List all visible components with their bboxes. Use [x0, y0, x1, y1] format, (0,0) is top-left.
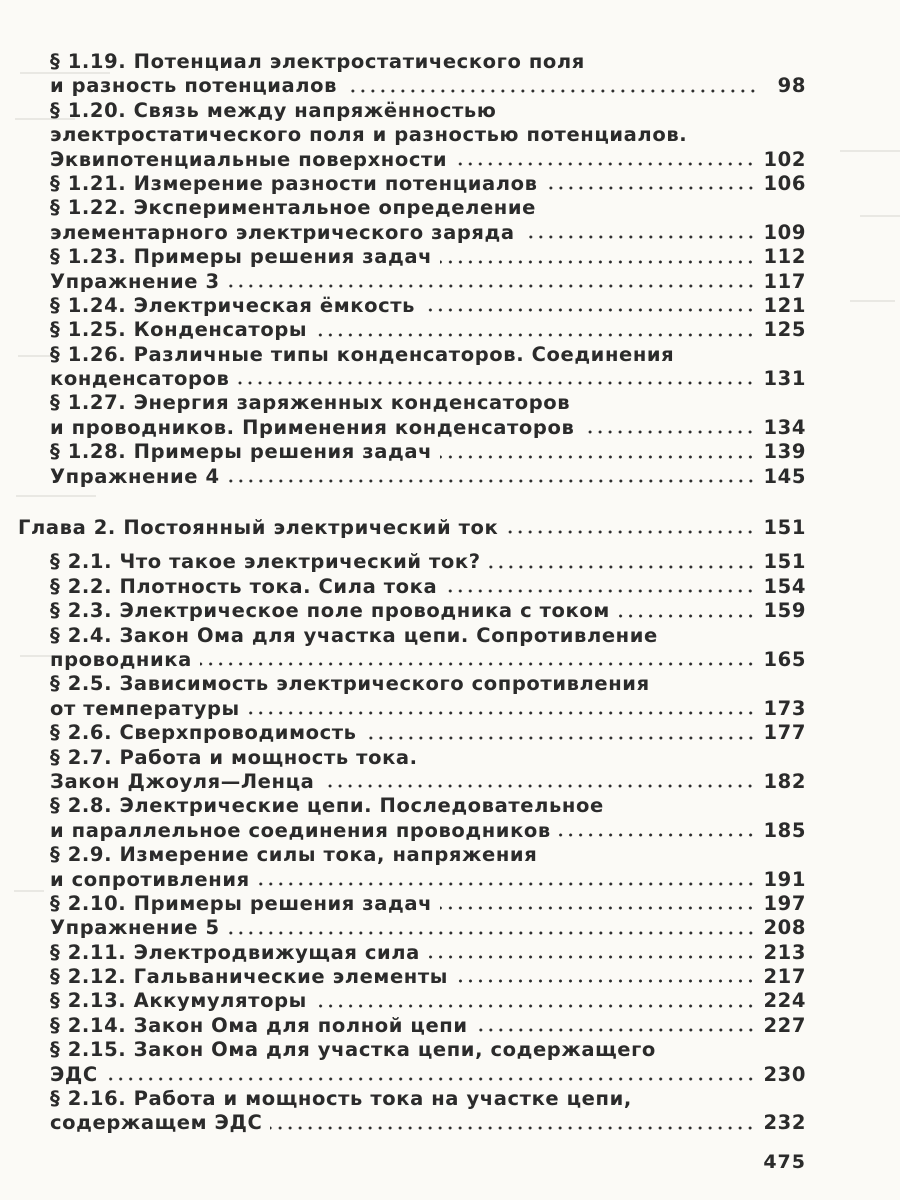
toc-entry	[0, 1087, 900, 1136]
toc-entry	[0, 794, 900, 843]
dot-leader	[506, 529, 755, 535]
toc-entry	[0, 270, 900, 294]
dot-leader	[228, 283, 756, 289]
dot-leader	[440, 454, 755, 460]
dot-leader	[489, 564, 756, 570]
dot-leader	[315, 332, 755, 338]
toc-line-text: § 1.22. Экспериментальное определение	[50, 196, 536, 220]
toc-line-text: § 1.26. Различные типы конденсаторов. Соединения	[50, 342, 675, 366]
toc-page-number: 98	[777, 74, 806, 98]
toc-line-text: § 2.2. Плотность тока. Сила тока	[50, 574, 438, 598]
toc-page-number: 173	[763, 696, 806, 720]
dot-leader	[546, 185, 756, 191]
toc-page-number: 112	[763, 245, 806, 269]
toc-page-number: 139	[763, 440, 806, 464]
toc-line-text: § 2.9. Измерение силы тока, напряжения	[50, 843, 538, 867]
toc-page-number: 232	[763, 1111, 806, 1135]
toc-chapter	[0, 516, 900, 540]
toc-entry	[0, 746, 900, 795]
toc-line	[50, 599, 806, 623]
toc-line	[50, 123, 806, 147]
dot-leader	[345, 88, 758, 94]
toc-line-text: § 2.7. Работа и мощность тока.	[50, 745, 418, 769]
toc-entry	[0, 624, 900, 673]
toc-line-text: Упражнение 4	[50, 464, 220, 488]
toc-line	[50, 1038, 806, 1062]
dot-leader	[428, 954, 756, 960]
toc-line-text: § 2.4. Закон Ома для участка цепи. Сопротивление	[50, 623, 658, 647]
toc-entry	[0, 989, 900, 1013]
toc-line	[50, 465, 806, 489]
toc-line	[50, 868, 806, 892]
toc-line-text: § 2.14. Закон Ома для полной цепи	[50, 1013, 468, 1037]
toc-line	[50, 819, 806, 843]
dot-leader	[237, 380, 755, 386]
dot-leader	[559, 832, 756, 838]
toc-line	[50, 74, 806, 98]
toc-entry	[0, 941, 900, 965]
toc-line	[50, 843, 806, 867]
toc-line	[50, 550, 806, 574]
toc-entry	[0, 391, 900, 440]
toc-line	[50, 343, 806, 367]
toc-page-number: 117	[763, 269, 806, 293]
toc-line-text: § 1.19. Потенциал электростатического поля	[50, 50, 585, 73]
toc-line-text: конденсаторов	[50, 367, 230, 391]
toc-line-text: элементарного электрического заряда	[50, 220, 515, 244]
toc-line-text: Упражнение 3	[50, 269, 220, 293]
toc-entry	[0, 50, 900, 99]
toc-line	[50, 148, 806, 172]
toc-line	[50, 294, 806, 318]
toc-line	[50, 196, 806, 220]
toc-entry	[0, 892, 900, 916]
dot-leader	[365, 735, 756, 741]
toc-entry	[0, 440, 900, 464]
toc-page-number: 185	[763, 818, 806, 842]
toc-line-text: § 1.25. Конденсаторы	[50, 318, 308, 342]
dot-leader	[440, 259, 755, 265]
dot-leader	[523, 234, 756, 240]
toc-entry	[0, 99, 900, 172]
toc-line-text: § 2.6. Сверхпроводимость	[50, 721, 357, 745]
toc-line	[50, 941, 806, 965]
toc-line	[50, 172, 806, 196]
toc-line	[50, 1014, 806, 1038]
toc-page-number: 121	[763, 293, 806, 317]
toc-line-text: § 2.1. Что такое электрический ток?	[50, 550, 481, 574]
toc-entry	[0, 1014, 900, 1038]
toc-entry	[0, 318, 900, 342]
toc-page-number: 165	[763, 647, 806, 671]
toc-entry	[0, 575, 900, 599]
toc-line-text: и разность потенциалов	[50, 74, 338, 98]
toc-line	[50, 270, 806, 294]
toc-page-number: 125	[763, 318, 806, 342]
toc-line	[50, 1111, 806, 1135]
dot-leader	[455, 161, 755, 167]
toc-page-number: 102	[763, 147, 806, 171]
toc-page-number: 159	[763, 599, 806, 623]
dot-leader	[270, 1125, 755, 1131]
toc-page-number: 109	[763, 220, 806, 244]
dot-leader	[106, 1076, 756, 1082]
toc-entry	[0, 172, 900, 196]
toc-page-number: 134	[763, 415, 806, 439]
dot-leader	[440, 905, 755, 911]
toc-line-text: § 1.21. Измерение разности потенциалов	[50, 171, 538, 195]
dot-leader	[258, 881, 756, 887]
toc-line-text: § 2.10. Примеры решения задач	[50, 891, 433, 915]
toc-line	[50, 989, 806, 1013]
toc-line-text: от температуры	[50, 696, 240, 720]
toc-line	[50, 794, 806, 818]
toc-page-number: 208	[763, 916, 806, 940]
toc-entry	[0, 465, 900, 489]
page-number: 475	[763, 1151, 806, 1173]
table-of-contents	[0, 50, 900, 1136]
toc-line-text: ЭДС	[50, 1062, 98, 1086]
toc-entry	[0, 550, 900, 574]
toc-line	[50, 746, 806, 770]
toc-page-number: 213	[763, 940, 806, 964]
toc-line-text: § 2.16. Работа и мощность тока на участке цепи,	[50, 1087, 632, 1111]
toc-line-text: § 2.11. Электродвижущая сила	[50, 940, 420, 964]
dot-leader	[228, 478, 756, 484]
toc-line	[50, 440, 806, 464]
toc-line-text: § 1.20. Связь между напряжённостью	[50, 98, 497, 122]
toc-page-number: 182	[763, 769, 806, 793]
dot-leader	[456, 978, 755, 984]
toc-line-text: Закон Джоуля—Ленца	[50, 769, 315, 793]
toc-entry	[0, 672, 900, 721]
toc-page-number: 191	[763, 867, 806, 891]
toc-page-number: 224	[763, 989, 806, 1013]
toc-line-text: и параллельное соединения проводников	[50, 818, 551, 842]
toc-line-text: § 2.13. Аккумуляторы	[50, 989, 307, 1013]
toc-line-text: и сопротивления	[50, 867, 250, 891]
toc-entry	[0, 196, 900, 245]
toc-line	[50, 99, 806, 123]
toc-page-number: 154	[763, 574, 806, 598]
toc-page-number: 177	[763, 721, 806, 745]
toc-page-number: 106	[763, 171, 806, 195]
toc-line-text: электростатического поля и разностью потенциалов.	[50, 123, 688, 147]
dot-leader	[248, 710, 756, 716]
toc-line	[50, 416, 806, 440]
toc-line	[50, 648, 806, 672]
toc-line-text: Эквипотенциальные поверхности	[50, 147, 448, 171]
toc-line-text: § 1.28. Примеры решения задач	[50, 440, 433, 464]
dot-leader	[228, 930, 756, 936]
toc-page-number: 151	[763, 516, 806, 540]
toc-line-text: § 2.15. Закон Ома для участка цепи, содержащего	[50, 1038, 656, 1062]
toc-line-text: § 2.3. Электрическое поле проводника с током	[50, 599, 610, 623]
toc-page-number: 151	[763, 550, 806, 574]
toc-line-text: проводника	[50, 647, 192, 671]
toc-line-text: и проводников. Применения конденсаторов	[50, 415, 575, 439]
toc-line	[50, 1087, 806, 1111]
dot-leader	[476, 1027, 756, 1033]
toc-line-text: § 1.23. Примеры решения задач	[50, 245, 433, 269]
toc-entry	[0, 721, 900, 745]
toc-line	[50, 1063, 806, 1087]
toc-line	[50, 672, 806, 696]
toc-line	[50, 575, 806, 599]
toc-line-text: § 1.24. Электрическая ёмкость	[50, 293, 416, 317]
toc-line	[50, 770, 806, 794]
dot-leader	[315, 1003, 756, 1009]
toc-page-number: 197	[763, 891, 806, 915]
dot-leader	[200, 661, 756, 667]
dot-leader	[618, 613, 756, 619]
toc-entry	[0, 599, 900, 623]
toc-line	[50, 367, 806, 391]
toc-page-number: 230	[763, 1062, 806, 1086]
toc-line-text: § 1.27. Энергия заряженных конденсаторов	[50, 391, 571, 415]
toc-line	[50, 221, 806, 245]
toc-entry	[0, 343, 900, 392]
toc-entry	[0, 245, 900, 269]
toc-line-text: Упражнение 5	[50, 916, 220, 940]
toc-entry	[0, 294, 900, 318]
toc-entry	[0, 916, 900, 940]
toc-line	[18, 516, 806, 540]
dot-leader	[423, 307, 755, 313]
toc-line	[50, 318, 806, 342]
toc-line	[50, 624, 806, 648]
toc-line	[50, 50, 806, 74]
toc-page-number: 145	[763, 464, 806, 488]
dot-leader	[445, 588, 755, 594]
toc-entry	[0, 1038, 900, 1087]
toc-line	[50, 892, 806, 916]
toc-page-number: 227	[763, 1013, 806, 1037]
toc-line-text: § 2.5. Зависимость электрического сопротивления	[50, 672, 650, 696]
toc-entry	[0, 965, 900, 989]
toc-line-text: Глава 2. Постоянный электрический ток	[18, 516, 499, 540]
toc-line	[50, 916, 806, 940]
toc-line-text: § 2.8. Электрические цепи. Последовательное	[50, 794, 604, 818]
dot-leader	[322, 783, 755, 789]
toc-line-text: § 2.12. Гальванические элементы	[50, 965, 449, 989]
toc-line-text: содержащем ЭДС	[50, 1111, 263, 1135]
toc-page-number: 217	[763, 965, 806, 989]
toc-entry	[0, 843, 900, 892]
toc-line	[50, 245, 806, 269]
toc-line	[50, 721, 806, 745]
toc-page-number: 131	[763, 367, 806, 391]
toc-line	[50, 391, 806, 415]
dot-leader	[582, 429, 755, 435]
toc-line	[50, 965, 806, 989]
toc-line	[50, 697, 806, 721]
